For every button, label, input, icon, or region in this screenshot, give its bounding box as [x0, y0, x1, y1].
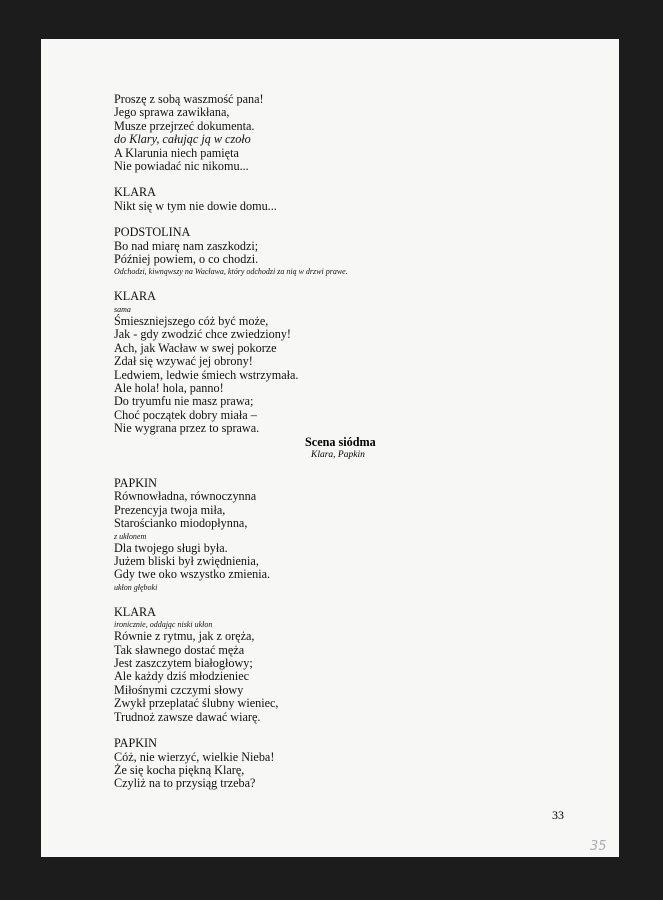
verse-line: Proszę z sobą waszmość pana!: [114, 92, 264, 106]
verse-line: Jużem bliski był zwiędnienia,: [114, 554, 259, 569]
verse-line: KLARA: [114, 604, 156, 619]
verse-line: Cóż, nie wierzyć, wielkie Nieba!: [114, 749, 275, 764]
verse-line: Jego sprawa zawikłana,: [114, 105, 230, 120]
verse-line: Później powiem, o co chodzi.: [114, 252, 259, 267]
scene-characters: Klara, Papkin: [311, 450, 365, 460]
verse-line: Zdał się wzywać jej obrony!: [114, 354, 253, 369]
stage-direction: z ukłonem: [114, 531, 147, 541]
verse-line: Śmieszniejszego cóż być może,: [114, 313, 269, 328]
spacer: [114, 724, 594, 737]
verse-line: Jak - gdy zwodzić chce zwiedziony!: [114, 327, 291, 342]
verse-line: Jest zaszczytem białogłowy;: [114, 656, 253, 671]
verse-line: Równowładna, równoczynna: [114, 489, 257, 504]
verse-line: A Klarunia niech pamięta: [114, 145, 239, 160]
spacer: [114, 277, 594, 290]
verse-line: PAPKIN: [114, 476, 157, 490]
stage-direction: Odchodzi, kiwnąwszy na Wacława, który odchodzi za nią w drzwi prawe.: [114, 267, 348, 277]
verse-line: Gdy twe oko wszystko zmienia.: [114, 567, 271, 582]
verse-line: Bo nad miarę nam zaszkodzi;: [114, 238, 259, 253]
handwritten-archive-number: 35: [590, 839, 607, 854]
verse-line: Nikt się w tym nie dowie domu...: [114, 198, 277, 213]
verse-line: Ledwiem, ledwie śmiech wstrzymała.: [114, 367, 299, 382]
verse-line: Miłośnymi czczymi słowy: [114, 682, 244, 697]
verse-line: Czyliż na to przysiąg trzeba?: [114, 776, 256, 791]
scene-title: Scena siódma: [305, 435, 376, 449]
verse-line: PAPKIN: [114, 736, 157, 751]
verse-line: Ach, jak Wacław w swej pokorze: [114, 340, 277, 355]
stage-direction: sama: [114, 304, 131, 314]
verse-line: Ale hola! hola, panno!: [114, 380, 224, 395]
verse-line: Tak sławnego dostać męża: [114, 642, 245, 657]
verse-line: Starościanko miodopłynna,: [114, 516, 248, 531]
verse-line: Zwykł przeplatać ślubny wieniec,: [114, 696, 279, 711]
stage-direction: ukłon głęboki: [114, 582, 158, 592]
verse-line: Prezencyja twoja miła,: [114, 502, 226, 517]
page-number: 33: [552, 808, 564, 822]
verse-line: Musze przejrzeć dokumenta.: [114, 118, 255, 133]
text-block-lower: [114, 477, 594, 791]
verse-line: Trudnoż zawsze dawać wiarę.: [114, 709, 261, 724]
spacer: [114, 173, 594, 186]
spacer: [114, 593, 594, 606]
document-page: [41, 39, 619, 857]
verse-line: Nie powiadać nic nikomu...: [114, 159, 249, 174]
verse-line: PODSTOLINA: [114, 225, 191, 240]
verse-line: Że się kocha piękną Klarę,: [114, 762, 245, 777]
verse-line: Ale każdy dziś młodzieniec: [114, 669, 250, 684]
text-block-upper: [114, 93, 594, 436]
verse-line: Dla twojego sługi była.: [114, 540, 228, 555]
verse-line: Do tryumfu nie masz prawa;: [114, 394, 254, 409]
stage-direction: do Klary, całując ją w czoło: [114, 132, 251, 147]
verse-line: KLARA: [114, 289, 156, 304]
verse-line: Nie wygrana przez to sprawa.: [114, 421, 260, 436]
verse-line: KLARA: [114, 185, 156, 200]
verse-line: Choć początek dobry miała –: [114, 407, 257, 422]
stage-direction: ironicznie, oddając niski ukłon: [114, 620, 213, 630]
verse-line: Równie z rytmu, jak z oręża,: [114, 629, 255, 644]
